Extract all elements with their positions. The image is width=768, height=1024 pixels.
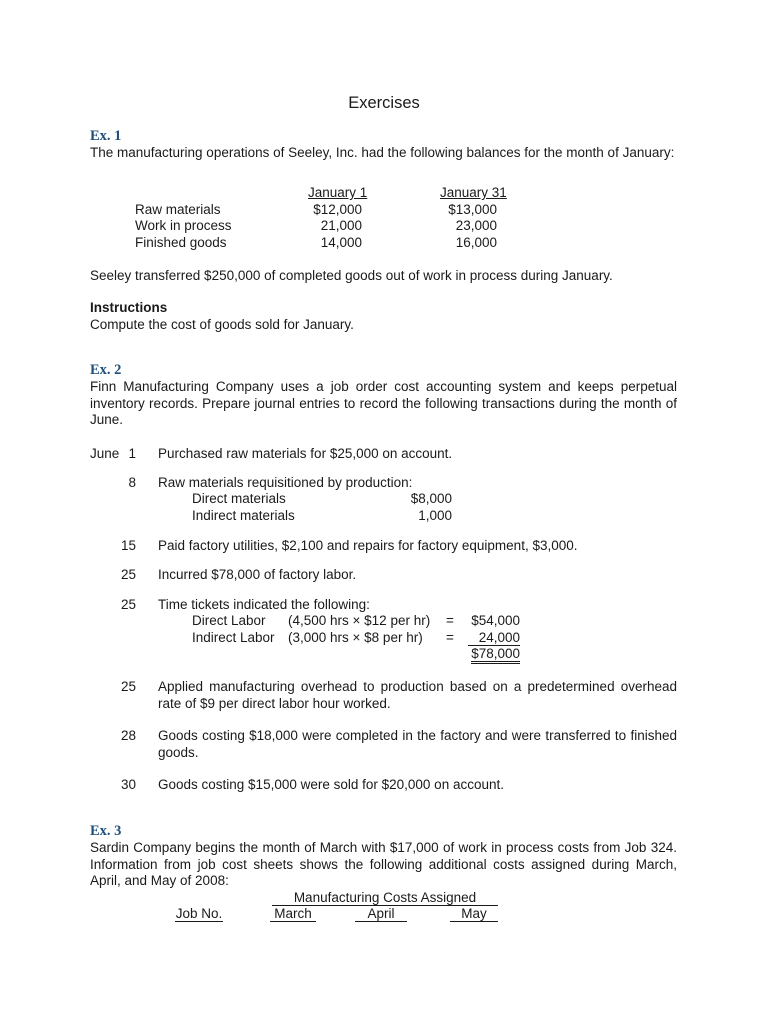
ex2-labor-amount: 24,000 — [478, 630, 520, 645]
ex2-sub-label: Direct materials — [192, 491, 286, 506]
ex3-table-title: Manufacturing Costs Assigned — [293, 890, 477, 905]
ex2-day: 25 — [120, 567, 136, 582]
ex3-col-rule — [175, 921, 223, 922]
ex3-col-header-march: March — [274, 906, 312, 921]
ex2-transaction-text: Paid factory utilities, $2,100 and repairs for factory equipment, $3,000. — [158, 538, 578, 553]
ex3-col-rule — [355, 921, 407, 922]
ex1-row-label: Finished goods — [135, 235, 227, 250]
ex1-row-jan1: 21,000 — [320, 218, 362, 233]
ex2-transaction-text: Purchased raw materials for $25,000 on account. — [158, 446, 453, 461]
ex2-transaction-text: Goods costing $15,000 were sold for $20,000 on account. — [158, 777, 504, 792]
ex2-sub-amount: $8,000 — [410, 491, 452, 506]
ex2-sub-label: Indirect materials — [192, 508, 295, 523]
ex3-col-header-may: May — [461, 906, 487, 921]
ex2-transaction-text: Raw materials requisitioned by production: — [158, 475, 413, 490]
ex2-heading: Ex. 2 — [90, 362, 122, 378]
ex2-labor-equals: = — [446, 630, 454, 645]
ex2-month: June — [90, 446, 120, 461]
ex1-instructions: Compute the cost of goods sold for January. — [90, 317, 354, 332]
ex1-row-label: Work in process — [135, 218, 232, 233]
ex3-col-rule — [270, 921, 316, 922]
ex1-row-label: Raw materials — [135, 202, 221, 217]
ex1-col-header-jan31: January 31 — [440, 185, 507, 200]
ex1-row-jan31: $13,000 — [448, 202, 497, 217]
ex1-instructions-label: Instructions — [90, 300, 168, 315]
ex2-transaction-text: Applied manufacturing overhead to production based on a predetermined overhead rate of $9 per direct labor hour worked. — [158, 679, 677, 711]
ex2-transaction-text: Goods costing $18,000 were completed in the factory and were transferred to finished goods. — [158, 728, 677, 760]
ex2-day: 30 — [120, 777, 136, 792]
ex2-day: 25 — [120, 597, 136, 612]
ex2-labor-calc: (4,500 hrs × $12 per hr) — [288, 613, 431, 628]
ex2-labor-label: Indirect Labor — [192, 630, 275, 645]
ex2-labor-total-value: $78,000 — [471, 646, 520, 664]
ex2-day: 8 — [128, 475, 136, 490]
ex3-col-rule — [450, 921, 498, 922]
ex1-heading: Ex. 1 — [90, 128, 122, 144]
ex3-col-header-april: April — [367, 906, 395, 921]
ex1-row-jan31: 23,000 — [455, 218, 497, 233]
ex2-day: 15 — [120, 538, 136, 553]
ex1-col-header-jan1: January 1 — [308, 185, 368, 200]
ex1-intro: The manufacturing operations of Seeley, Inc. had the following balances for the month of January: — [90, 145, 675, 160]
ex2-labor-total — [460, 646, 520, 662]
ex1-note: Seeley transferred $250,000 of completed goods out of work in process during January. — [90, 268, 613, 283]
ex2-labor-amount: $54,000 — [471, 613, 520, 628]
ex2-transaction-text: Time tickets indicated the following: — [158, 597, 370, 612]
ex2-transaction-text: Incurred $78,000 of factory labor. — [158, 567, 357, 582]
ex2-day: 25 — [120, 679, 136, 694]
ex2-day: 28 — [120, 728, 136, 743]
ex3-col-header-job: Job No. — [175, 906, 223, 921]
ex1-row-jan1: 14,000 — [320, 235, 362, 250]
ex2-labor-equals: = — [446, 613, 454, 628]
ex3-intro: Sardin Company begins the month of March with $17,000 of work in process costs from Job 324. Information from job cost sheets shows the following additional costs assigned during March, April, and May of 2008: — [90, 840, 677, 888]
ex2-intro: Finn Manufacturing Company uses a job order cost accounting system and keeps perpetual inventory records. Prepare journal entries to record the following transactions during the month of June. — [90, 379, 677, 427]
page-title: Exercises — [348, 94, 420, 112]
ex3-heading: Ex. 3 — [90, 823, 122, 839]
ex2-sub-amount: 1,000 — [418, 508, 452, 523]
ex2-day: 1 — [128, 446, 136, 461]
ex2-labor-label: Direct Labor — [192, 613, 266, 628]
ex1-row-jan31: 16,000 — [455, 235, 497, 250]
ex2-labor-calc: (3,000 hrs × $8 per hr) — [288, 630, 423, 645]
ex1-row-jan1: $12,000 — [313, 202, 362, 217]
